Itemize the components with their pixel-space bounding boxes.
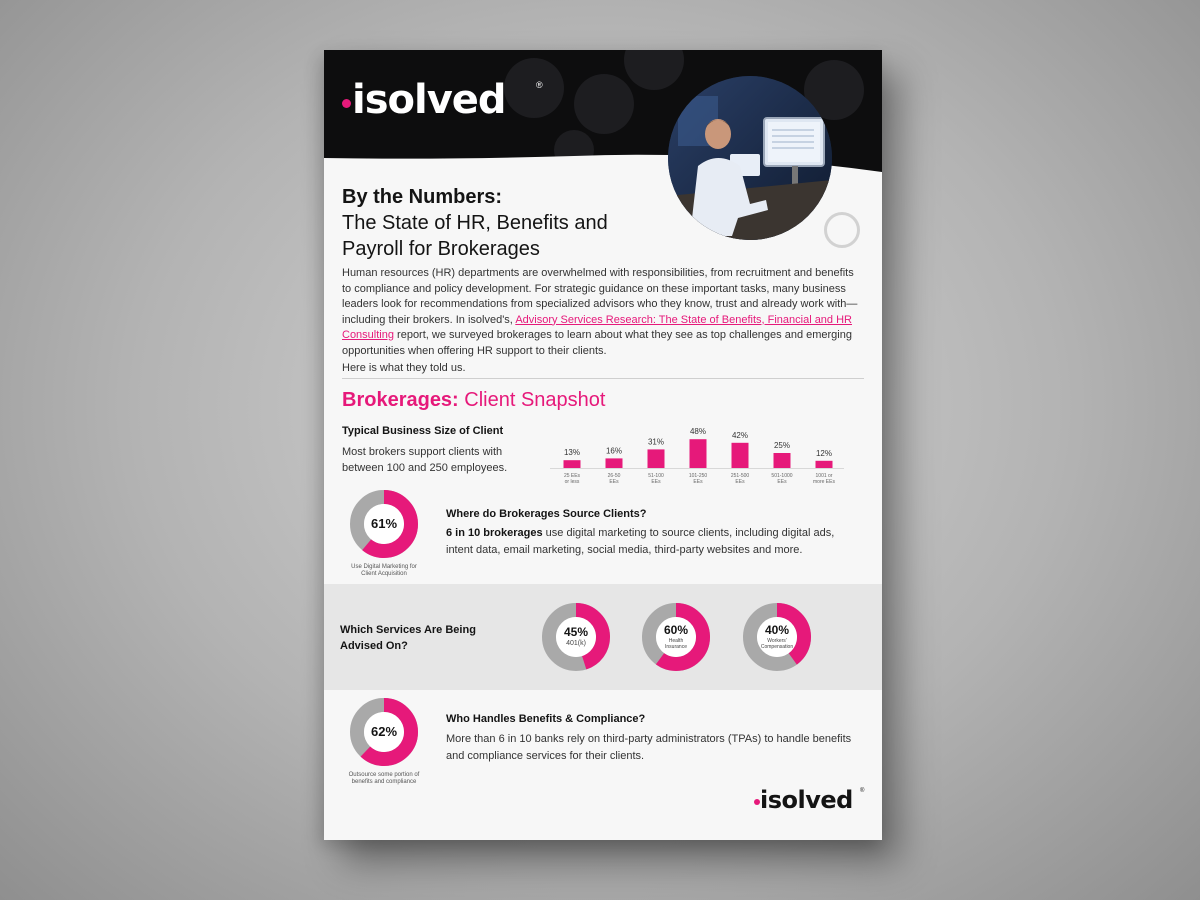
bar	[774, 453, 791, 468]
bar-category-label: 101-250	[688, 473, 708, 479]
bar-category-label: 251-500	[730, 473, 750, 479]
intro-text-after: report, we surveyed brokerages to learn about what they see as top challenges and emerging opportunities when offering HR support to their clients.	[342, 329, 852, 357]
snapshot-title-light: Client Snapshot	[458, 389, 606, 411]
report-link[interactable]: Advisory Services Research: The State of Benefits, Financial and HR Consulting	[342, 313, 852, 341]
title-line-2: The State of HR, Benefits and	[342, 212, 608, 234]
logo-text: isolved	[760, 786, 853, 814]
client-snapshot-title	[342, 386, 605, 414]
bar	[816, 461, 833, 468]
caption-line: benefits and compliance	[351, 779, 417, 785]
source-clients-body	[446, 525, 856, 559]
infographic-sheet	[324, 50, 882, 840]
donut-value-label: 40%	[764, 623, 790, 637]
section-divider	[342, 378, 864, 379]
services-heading-line: Advised On?	[340, 640, 408, 652]
bar	[648, 449, 665, 468]
logo-text: isolved	[352, 77, 506, 123]
bar	[564, 460, 581, 468]
bar-category-label: 1001 or	[815, 473, 833, 479]
bar-value-label: 42%	[731, 430, 749, 440]
caption-line: Use Digital Marketing for	[351, 564, 417, 570]
donut-value-label: 62%	[370, 724, 398, 739]
bar-category-label: 26-50	[607, 473, 621, 479]
bar-category-label: EEs	[651, 479, 661, 485]
business-size-bar-chart	[550, 420, 860, 490]
bar-category-label: EEs	[777, 479, 787, 485]
business-size-heading: Typical Business Size of Client	[342, 425, 504, 437]
bar-value-label: 16%	[605, 446, 623, 456]
intro-text-before: Human resources (HR) departments are overwhelmed with responsibilities, from recruitment and benefits to compliance and policy development. For strategic guidance on these important tasks, many business leaders look for recommendations from specialized advisors who they know, trust and already work with—including their brokers. In isolved's,	[342, 267, 858, 326]
compliance-donut	[348, 696, 420, 768]
logo-dot-icon	[342, 99, 351, 108]
bar-category-label: EEs	[693, 479, 703, 485]
bar-category-label: 25 EEs	[563, 473, 581, 479]
bar-value-label: 13%	[563, 448, 581, 458]
bar-category-label: EEs	[735, 479, 745, 485]
donut-value-label: 45%	[563, 625, 589, 639]
donut-value-label: 61%	[370, 516, 398, 531]
donut-caption: Insurance	[665, 644, 687, 650]
bar-value-label: 12%	[815, 448, 833, 458]
source-clients-heading: Where do Brokerages Source Clients?	[446, 508, 647, 520]
compliance-body: More than 6 in 10 banks rely on third-party administrators (TPAs) to handle benefits and compliance services for their clients.	[446, 733, 852, 762]
donut-caption: Health	[668, 638, 684, 644]
title-line-1: By the Numbers:	[342, 186, 503, 208]
bar-category-label: 501-1000	[771, 473, 793, 479]
donut-caption: 401(k)	[566, 640, 586, 647]
bar-category-label: EEs	[609, 479, 619, 485]
intro-paragraph	[342, 266, 862, 359]
told-us-text: Here is what they told us.	[342, 362, 466, 374]
donut-caption: Compensation	[760, 644, 794, 650]
bar	[690, 439, 707, 468]
bar-category-label: or less	[564, 479, 580, 485]
source-clients-rest: use digital marketing to source clients, including digital ads, intent data, email marketing, social media, third-party websites and more.	[446, 527, 835, 556]
page-title	[342, 184, 662, 262]
registered-mark: ®	[536, 80, 543, 90]
man-at-computer-illustration	[668, 76, 832, 240]
services-heading	[340, 622, 500, 654]
snapshot-title-bold: Brokerages:	[342, 389, 459, 411]
bar-category-label: 51-100	[648, 473, 664, 479]
donut-caption: Workers'	[767, 638, 787, 644]
bar	[606, 458, 623, 468]
service-donut	[540, 601, 612, 673]
registered-mark: ®	[860, 788, 865, 794]
caption-line: Client Acquisition	[361, 571, 407, 577]
source-clients-bold: 6 in 10 brokerages	[446, 527, 543, 539]
bar-category-label: more EEs	[813, 479, 835, 485]
title-line-3: Payroll for Brokerages	[342, 238, 540, 260]
caption-line: Outsource some portion of	[348, 772, 420, 778]
compliance-caption	[336, 772, 432, 786]
bar	[732, 443, 749, 468]
hero-photo	[668, 76, 832, 240]
bar-value-label: 25%	[773, 441, 791, 450]
decor-ring	[824, 212, 860, 248]
service-donut	[741, 601, 813, 673]
business-size-description: Most brokers support clients with between 100 and 250 employees.	[342, 446, 508, 474]
services-heading-line: Which Services Are Being	[340, 624, 476, 636]
service-donut	[640, 601, 712, 673]
compliance-heading: Who Handles Benefits & Compliance?	[446, 713, 646, 725]
digital-marketing-donut	[348, 488, 420, 560]
bar-value-label: 48%	[689, 427, 707, 437]
digital-marketing-caption	[336, 564, 432, 578]
donut-value-label: 60%	[663, 623, 689, 637]
bar-value-label: 31%	[647, 437, 665, 447]
